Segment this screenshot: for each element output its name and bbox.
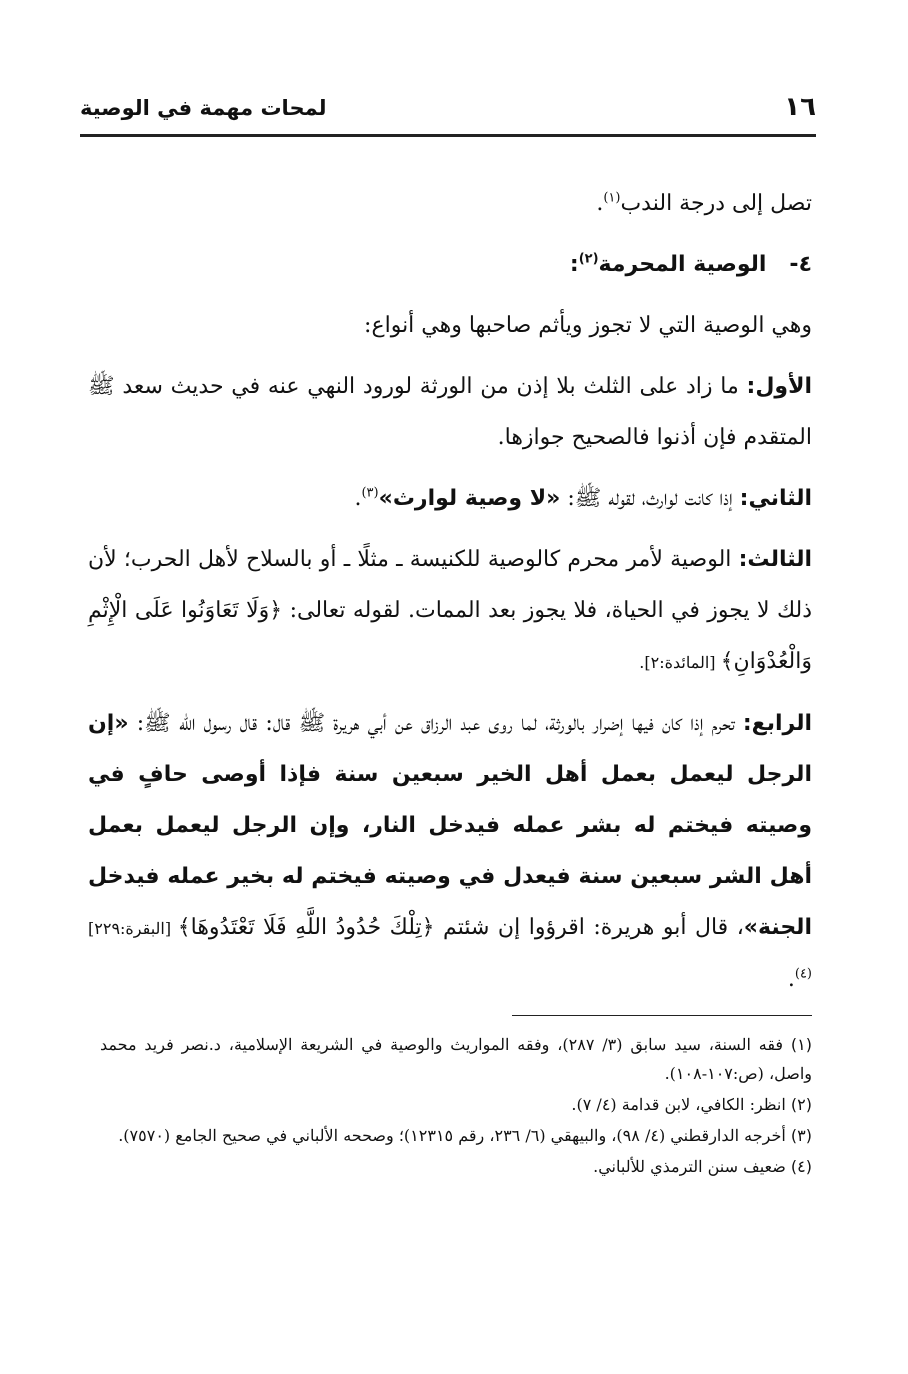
item-label: الرابع: [742,711,812,736]
footnotes [100,1030,812,1183]
paragraph-fourth: الرابع: تحرم إذا كان فيها إضرار بالورثة، لما روى عبد الرزاق عن أبي هريرة ﷺ قال: قال رسول الله ﷺ: «إن الرجل ليعمل بعمل أهل الخير سبعين سنة فإذا أوصى حافٍ في وصيته فيختم له بشر عمله فيدخل النار، وإن الرجل ليعمل بعمل أهل الشر سبعين سنة فيعدل في وصيته فيختم له بخير عمله فيدخل الجنة»، قال أبو هريرة: اقرؤوا إن شئتم ﴿تِلْكَ حُدُودُ اللَّهِ فَلَا تَعْتَدُوهَا﴾ [البقرة:٢٢٩]$^{(٤)}$. [88,711,812,992]
footnote: (٤) ضعيف سنن الترمذي للألباني. [593,1157,812,1176]
section-number: ٤- [789,252,812,277]
footnote-number: (٣) [790,1126,812,1145]
item-label: الثاني: [739,486,812,511]
running-title: لمحات مهمة في الوصية [80,96,327,120]
paragraph-second: الثاني: إذا كانت لوارث، لقوله ﷺ: «لا وصية لوارث»$^{(٣)}$. [354,485,812,511]
paragraph-third: الثالث: الوصية لأمر محرم كالوصية للكنيسة ـ مثلًا ـ أو بالسلاح لأهل الحرب؛ لأن ذلك لا يجوز في الحياة، فلا يجوز بعد الممات. لقوله تعالى: ﴿وَلَا تَعَاوَنُوا عَلَى الْإِثْمِ وَالْعُدْوَانِ﴾ [المائدة:٢]. [88,547,812,674]
item-label: الثالث: [738,547,812,572]
header-rule [80,134,816,137]
paragraph-intro: وهي الوصية التي لا تجوز ويأثم صاحبها وهي أنواع: [364,313,812,338]
footnote: (٣) أخرجه الدارقطني (٤/ ٩٨)، والبيهقي (٦/ ٢٣٦، رقم ١٢٣١٥)؛ وصححه الألباني في صحيح الجامع (٧٥٧٠). [118,1126,812,1145]
footnote-number: (٤) [790,1157,812,1176]
verse-reference: [المائدة:٢]. [639,653,721,672]
footnote: (١) فقه السنة، سيد سابق (٣/ ٢٨٧)، وفقه المواريث والوصية في الشريعة الإسلامية، د.نصر فريد محمد واصل، (ص:١٠٧-١٠٨). [100,1035,813,1083]
item-label: الأول: [746,374,812,399]
footnote-rule [512,1015,812,1016]
main-text [88,178,812,1015]
page-number: ١٦ [784,92,816,122]
verse-reference: [البقرة:٢٢٩] [88,919,178,938]
footnote-ref: (٣) [361,485,379,501]
paragraph-first: الأول: ما زاد على الثلث بلا إذن من الورثة لورود النهي عنه في حديث سعد ﷺ المتقدم فإن أذنوا فالصحيح جوازها. [88,374,812,450]
paragraph-continuation: تصل إلى درجة الندب$^{(١)}$. [596,190,812,216]
hadith-quote: «إن الرجل ليعمل بعمل أهل الخير سبعين سنة فإذا أوصى حافٍ في وصيته فيختم له بشر عمله فيدخل النار، وإن الرجل ليعمل بعمل أهل الشر سبعين سنة فيعدل في وصيته فيختم له بخير عمله فيدخل الجنة» [88,711,812,940]
footnote-ref: (٢) [578,251,599,267]
footnote-ref: (١) [603,190,621,206]
quran-verse: ﴿تِلْكَ حُدُودُ اللَّهِ فَلَا تَعْتَدُوهَا﴾ [177,915,435,940]
section-heading: ٤- الوصية المحرمة$^{(٢)}$: [569,251,812,277]
footnote-number: (١) [790,1035,813,1054]
section-title: الوصية المحرمة [598,252,767,277]
footnote: (٢) انظر: الكافي، لابن قدامة (٤/ ٧). [571,1095,812,1114]
quran-verse: ﴿وَلَا تَعَاوَنُوا عَلَى الْإِثْمِ وَالْعُدْوَانِ﴾ [88,598,812,674]
hadith-quote: «لا وصية لوارث» [378,486,561,511]
page-header [80,88,816,132]
footnote-number: (٢) [790,1095,812,1114]
footnote-ref: (٤) [794,966,812,982]
